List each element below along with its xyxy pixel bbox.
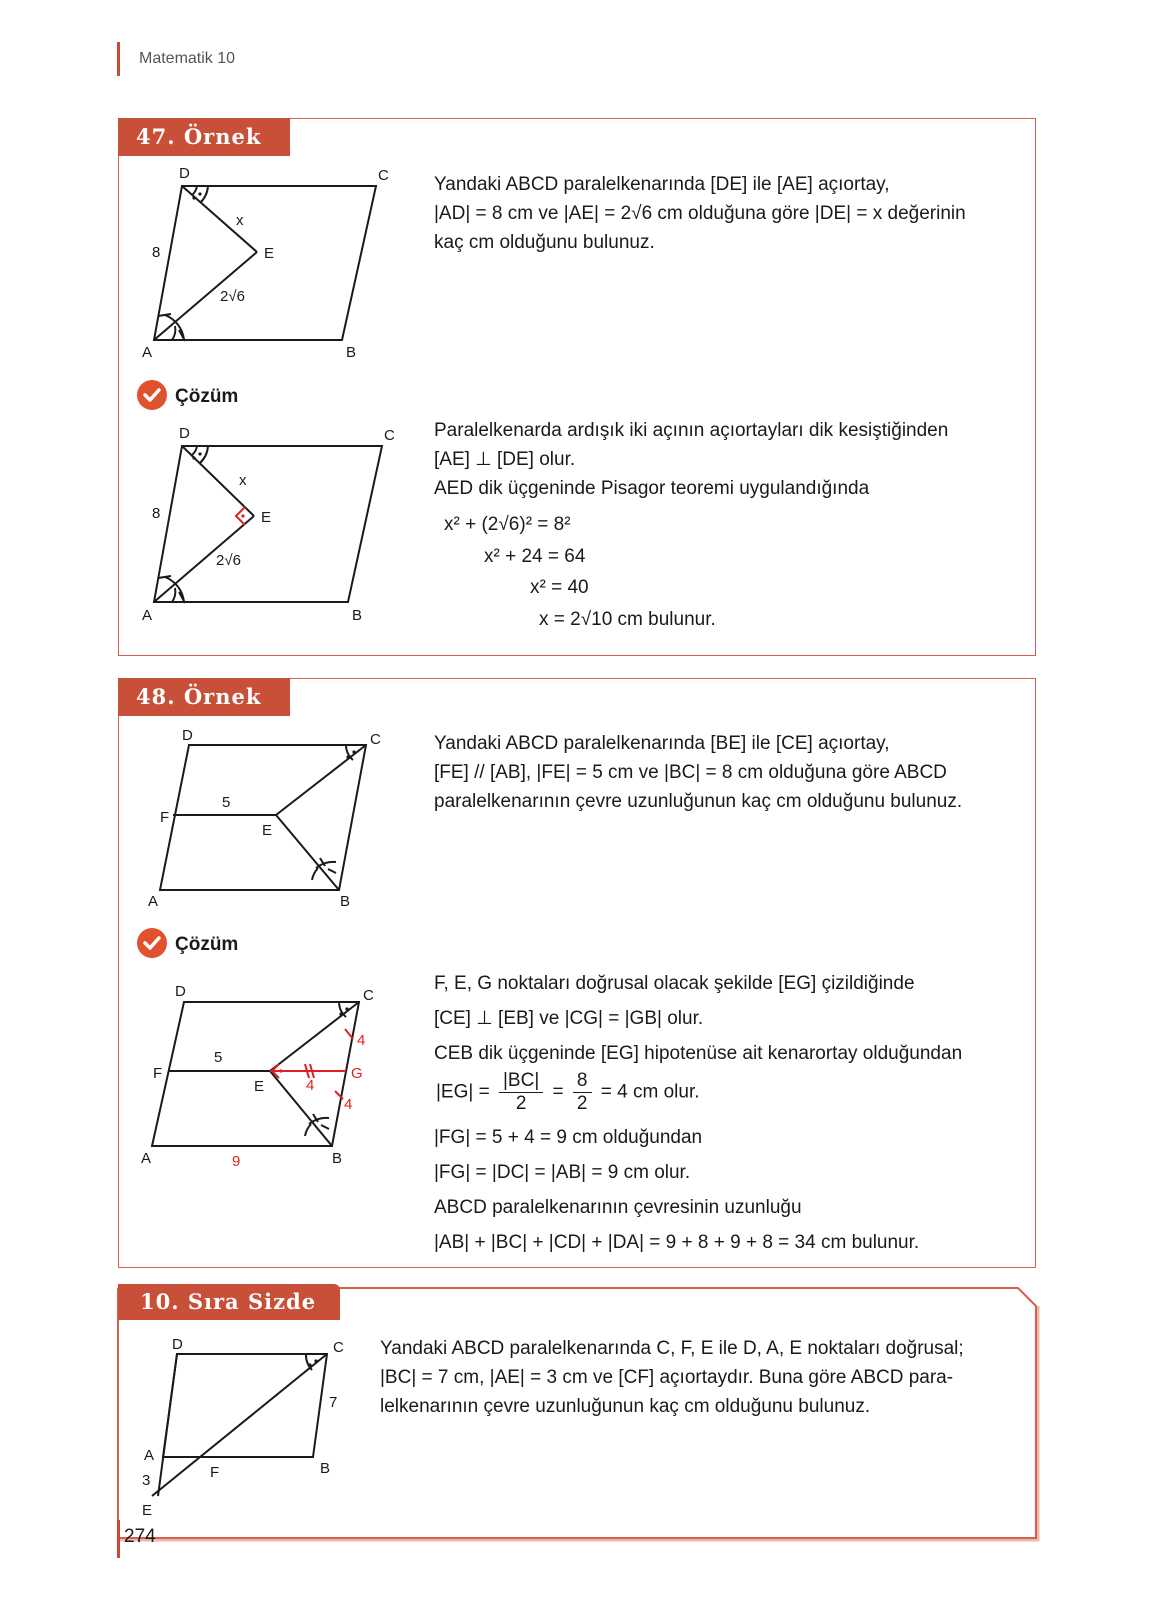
fraction-bc-over-2 [499, 1070, 543, 1115]
fig10-label-C: C [333, 1339, 344, 1356]
fig48s-label-F: F [153, 1065, 163, 1082]
example-47-solution [434, 416, 948, 503]
check-icon [137, 928, 167, 958]
sira10-problem-line-2: |BC| = 7 cm, |AE| = 3 cm ve [CF] açıortaydır. Buna göre ABCD para- [380, 1367, 954, 1388]
ex47-equation-4: x = 2√10 cm bulunur. [539, 609, 716, 630]
fig47-label-D: D [179, 165, 190, 182]
ex48-solution2-line-2: |FG| = |DC| = |AB| = 9 cm olur. [434, 1162, 691, 1183]
fig47s-label-C: C [384, 427, 395, 444]
ex48-solution2-line-3: ABCD paralelkenarının çevresinin uzunluğu [434, 1197, 802, 1218]
ex47-problem-line-3: kaç cm olduğunu bulunuz. [434, 232, 655, 253]
frac-den-2: 2 [576, 1093, 588, 1114]
fig47-label-AD: 8 [152, 244, 161, 261]
example-48-solution-2 [434, 1120, 919, 1260]
ex48-solution-line-2: [CE] ⊥ [EB] ve |CG| = |GB| olur. [434, 1008, 704, 1029]
fig47-label-C: C [378, 167, 389, 184]
book-title: Matematik 10 [139, 50, 236, 67]
fig10-label-A: A [144, 1447, 155, 1464]
fig48s-label-GB: 4 [344, 1096, 353, 1113]
frac-num-1: |BC| [499, 1070, 543, 1093]
fig47-label-E: E [264, 245, 275, 262]
ex48-solution-line-3: CEB dik üçgeninde [EG] hipotenüse ait kenarortay olduğundan [434, 1043, 963, 1064]
ex48-solution2-line-4: |AB| + |BC| + |CD| + |DA| = 9 + 8 + 9 + 8 = 34 cm bulunur. [434, 1232, 920, 1253]
fig48s-label-D: D [175, 983, 186, 1000]
frac-den-1: 2 [515, 1093, 527, 1114]
fig48-label-B: B [340, 893, 351, 910]
fig47-label-AE: 2√6 [220, 288, 245, 305]
fig48-label-C: C [370, 731, 381, 748]
fig10-label-D: D [172, 1336, 183, 1353]
fig48s-label-CG: 4 [357, 1032, 366, 1049]
fig48-label-A: A [148, 893, 159, 910]
fig10-label-B: B [320, 1460, 331, 1477]
fig48-label-D: D [182, 727, 193, 744]
sira10-problem-line-1: Yandaki ABCD paralelkenarında C, F, E ile D, A, E noktaları doğrusal; [380, 1338, 964, 1359]
fig47s-label-E: E [261, 509, 272, 526]
fig10-label-E: E [142, 1502, 153, 1519]
equals-sign: = [552, 1081, 564, 1103]
fig47s-label-AE: 2√6 [216, 552, 241, 569]
check-icon [137, 380, 167, 410]
ex48-solution2-line-1: |FG| = 5 + 4 = 9 cm olduğundan [434, 1127, 703, 1148]
example-47-solution-label: Çözüm [175, 386, 239, 407]
ex47-solution-line-2: [AE] ⊥ [DE] olur. [434, 449, 576, 470]
example-48-tab: 48. Örnek [118, 678, 290, 716]
example-48-problem [434, 729, 962, 816]
fig47-label-B: B [346, 344, 357, 361]
fig48-label-FE: 5 [222, 794, 231, 811]
ex47-solution-line-3: AED dik üçgeninde Pisagor teoremi uygulandığında [434, 478, 870, 499]
fig48-label-F: F [160, 809, 170, 826]
ex47-equation-1: x² + (2√6)² = 8² [444, 514, 571, 535]
fig48s-label-G: G [351, 1065, 363, 1082]
fig10-label-AE: 3 [142, 1472, 151, 1489]
fig48s-label-E: E [254, 1078, 265, 1095]
sira-sizde-problem [380, 1334, 964, 1421]
fig48s-label-A: A [141, 1150, 152, 1167]
ex47-equation-3: x² = 40 [530, 577, 589, 598]
fig47-label-A: A [142, 344, 153, 361]
fig48s-label-AB: 9 [232, 1153, 241, 1170]
fig48-label-E: E [262, 822, 273, 839]
frac-rhs: = 4 cm olur. [600, 1081, 700, 1103]
frac-num-2: 8 [573, 1070, 592, 1093]
fig47s-label-AD: 8 [152, 505, 161, 522]
fig10-label-BC: 7 [329, 1394, 338, 1411]
fig47s-label-B: B [352, 607, 363, 624]
ex47-problem-line-2: |AD| = 8 cm ve |AE| = 2√6 cm olduğuna göre |DE| = x değerinin [434, 203, 966, 224]
frac-lhs: |EG| = [436, 1081, 490, 1103]
footer-accent-bar [117, 1520, 120, 1558]
ex48-fraction-line [436, 1070, 700, 1115]
example-47-problem [434, 170, 966, 257]
fig48s-label-C: C [363, 987, 374, 1004]
ex48-problem-line-1: Yandaki ABCD paralelkenarında [BE] ile [CE] açıortay, [434, 733, 890, 754]
ex47-solution-line-1: Paralelkenarda ardışık iki açının açıortayları dik kesiştiğinden [434, 420, 949, 441]
fig10-label-F: F [210, 1464, 220, 1481]
example-47-tab: 47. Örnek [118, 118, 290, 156]
fraction-8-over-2 [573, 1070, 592, 1115]
fig48s-label-FE: 5 [214, 1049, 223, 1066]
sira10-problem-line-3: lelkenarının çevre uzunluğunun kaç cm olduğunu bulunuz. [380, 1396, 871, 1417]
fig47s-label-D: D [179, 425, 190, 442]
fig47-label-x: x [236, 212, 244, 229]
fig47s-label-x: x [239, 472, 247, 489]
ex48-solution-line-1: F, E, G noktaları doğrusal olacak şekilde [EG] çizildiğinde [434, 973, 915, 994]
header-accent-bar [117, 42, 120, 76]
fig48s-label-B: B [332, 1150, 343, 1167]
example-48-solution [434, 966, 962, 1071]
ex48-problem-line-3: paralelkenarının çevre uzunluğunun kaç cm olduğunu bulunuz. [434, 791, 963, 812]
fig48s-label-EG: 4 [306, 1077, 315, 1094]
example-48-solution-label: Çözüm [175, 934, 239, 955]
fig47s-label-A: A [142, 607, 153, 624]
ex47-problem-line-1: Yandaki ABCD paralelkenarında [DE] ile [AE] açıortay, [434, 174, 890, 195]
ex48-problem-line-2: [FE] // [AB], |FE| = 5 cm ve |BC| = 8 cm olduğuna göre ABCD [434, 762, 947, 783]
ex47-equation-2: x² + 24 = 64 [484, 546, 586, 567]
sira-sizde-tab: 10. Sıra Sizde [118, 1284, 340, 1320]
page-number: 274 [124, 1526, 156, 1547]
